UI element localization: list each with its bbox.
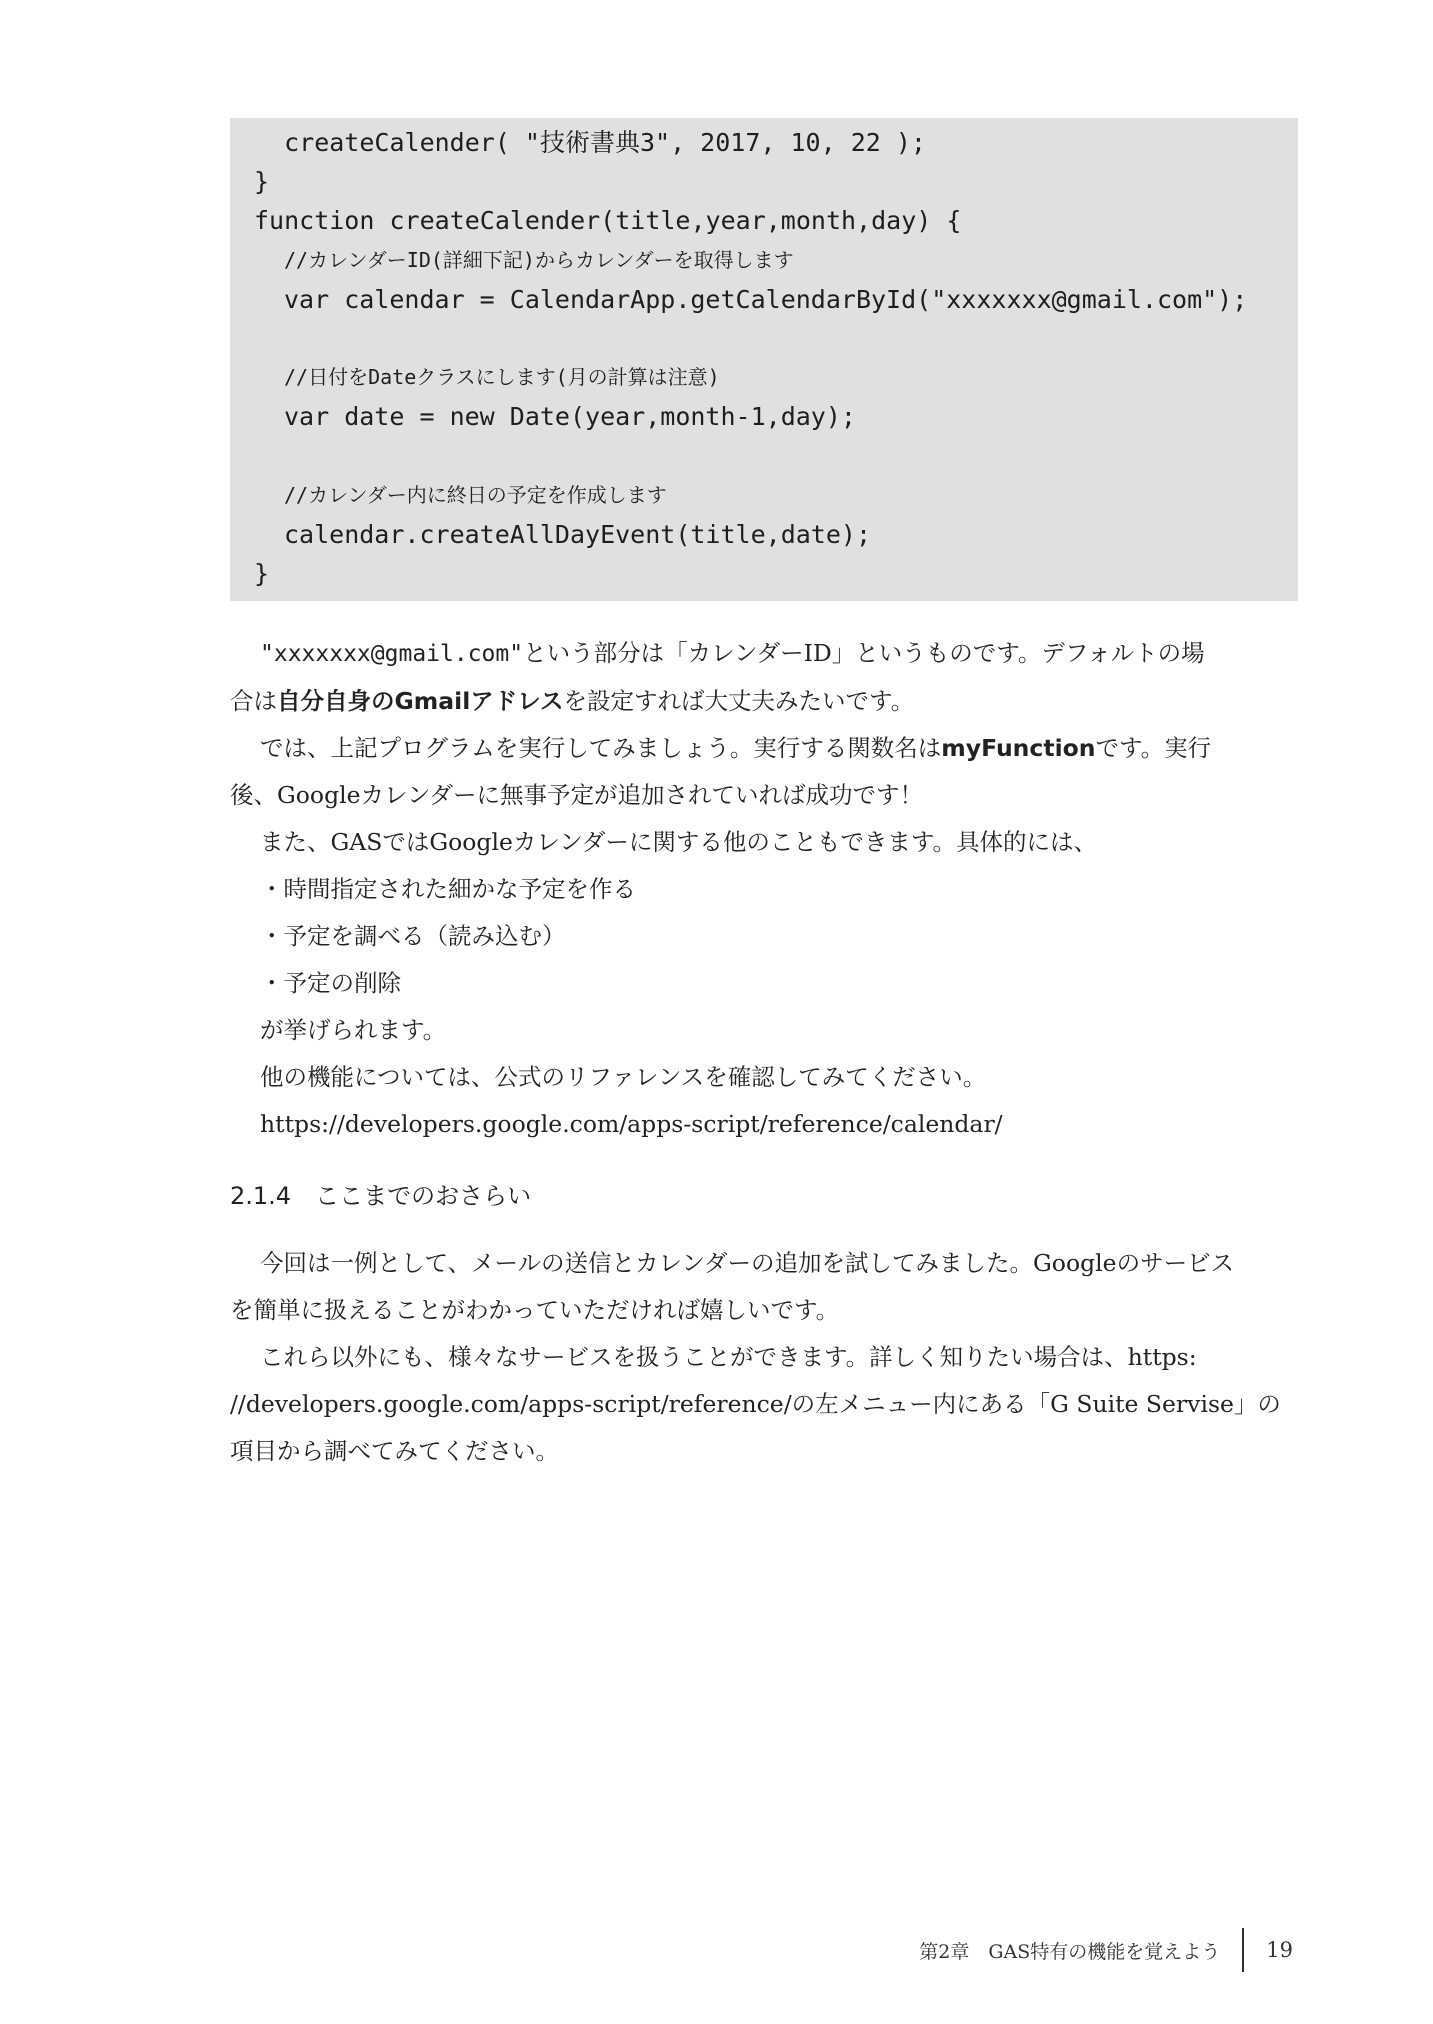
paragraph-text: 合は [230, 687, 277, 715]
bullet-item: ・時間指定された細かな予定を作る [260, 875, 636, 903]
section-title: ここまでのおさらい [315, 1182, 532, 1210]
page-number: 19 [1266, 1938, 1293, 1962]
code-blank-line [254, 437, 1298, 476]
code-line: var calendar = CalendarApp.getCalendarById("xxxxxxx@gmail.com"); [284, 284, 1248, 314]
code-comment: //カレンダー内に終日の予定を作成します [284, 482, 667, 507]
paragraph-continued: //developers.google.com/apps-script/reference/の左メニュー内にある「G Suite Servise」の [230, 1390, 1281, 1418]
code-block [230, 118, 1298, 601]
code-line: createCalender( "技術書典3", 2017, 10, 22 ); [254, 128, 926, 157]
paragraph-text: という部分は「カレンダーID」というものです。デフォルトの場 [523, 639, 1205, 667]
code-blank-line [254, 319, 1298, 358]
code-line: } [254, 559, 270, 589]
paragraph-continued: を簡単に扱えることがわかっていただければ嬉しいです。 [230, 1296, 840, 1324]
reference-url[interactable]: https://developers.google.com/apps-script/reference/calendar/ [260, 1110, 1003, 1138]
code-comment: //日付をDateクラスにします(月の計算は注意) [284, 365, 720, 390]
paragraph: また、GASではGoogleカレンダーに関する他のこともできます。具体的には、 [260, 828, 1097, 856]
code-comment: //カレンダーID(詳細下記)からカレンダーを取得します [284, 247, 794, 272]
section-number: 2.1.4 [230, 1182, 292, 1210]
paragraph-continued: 項目から調べてみてください。 [230, 1437, 559, 1465]
code-line: function createCalender(title,year,month,day) { [254, 206, 962, 236]
paragraph: 他の機能については、公式のリファレンスを確認してみてください。 [260, 1063, 987, 1091]
paragraph-text: です。実行 [1095, 734, 1212, 762]
code-line: calendar.createAllDayEvent(title,date); [284, 519, 871, 549]
paragraph-text: を設定すれば大丈夫みたいです。 [563, 687, 915, 715]
bullet-item: ・予定を調べる（読み込む） [260, 922, 566, 950]
body-text [230, 630, 1298, 1148]
calendar-id-code: "xxxxxxx@gmail.com" [260, 641, 524, 667]
paragraph [230, 630, 1298, 678]
code-line: var date = new Date(year,month-1,day); [284, 402, 856, 432]
paragraph [230, 725, 1298, 772]
paragraph-text: では、上記プログラムを実行してみましょう。実行する関数名は [260, 734, 942, 762]
bullet-item: ・予定の削除 [260, 969, 401, 997]
page-footer [919, 1928, 1293, 1972]
paragraph: が挙げられます。 [260, 1016, 447, 1044]
paragraph-continued [230, 678, 1298, 725]
section-body [230, 1240, 1298, 1475]
code-line: } [254, 167, 270, 197]
paragraph: これら以外にも、様々なサービスを扱うことができます。詳しく知りたい場合は、https: [260, 1343, 1197, 1371]
paragraph: 今回は一例として、メールの送信とカレンダーの追加を試してみました。Googleのサービス [260, 1249, 1235, 1277]
emphasis-text: 自分自身のGmailアドレス [277, 687, 564, 715]
section-heading [230, 1176, 531, 1211]
emphasis-text: myFunction [941, 734, 1096, 762]
chapter-title: 第2章 GAS特有の機能を覚えよう [919, 1940, 1221, 1963]
paragraph-continued: 後、Googleカレンダーに無事予定が追加されていれば成功です！ [230, 781, 924, 809]
footer-divider [1242, 1928, 1244, 1972]
